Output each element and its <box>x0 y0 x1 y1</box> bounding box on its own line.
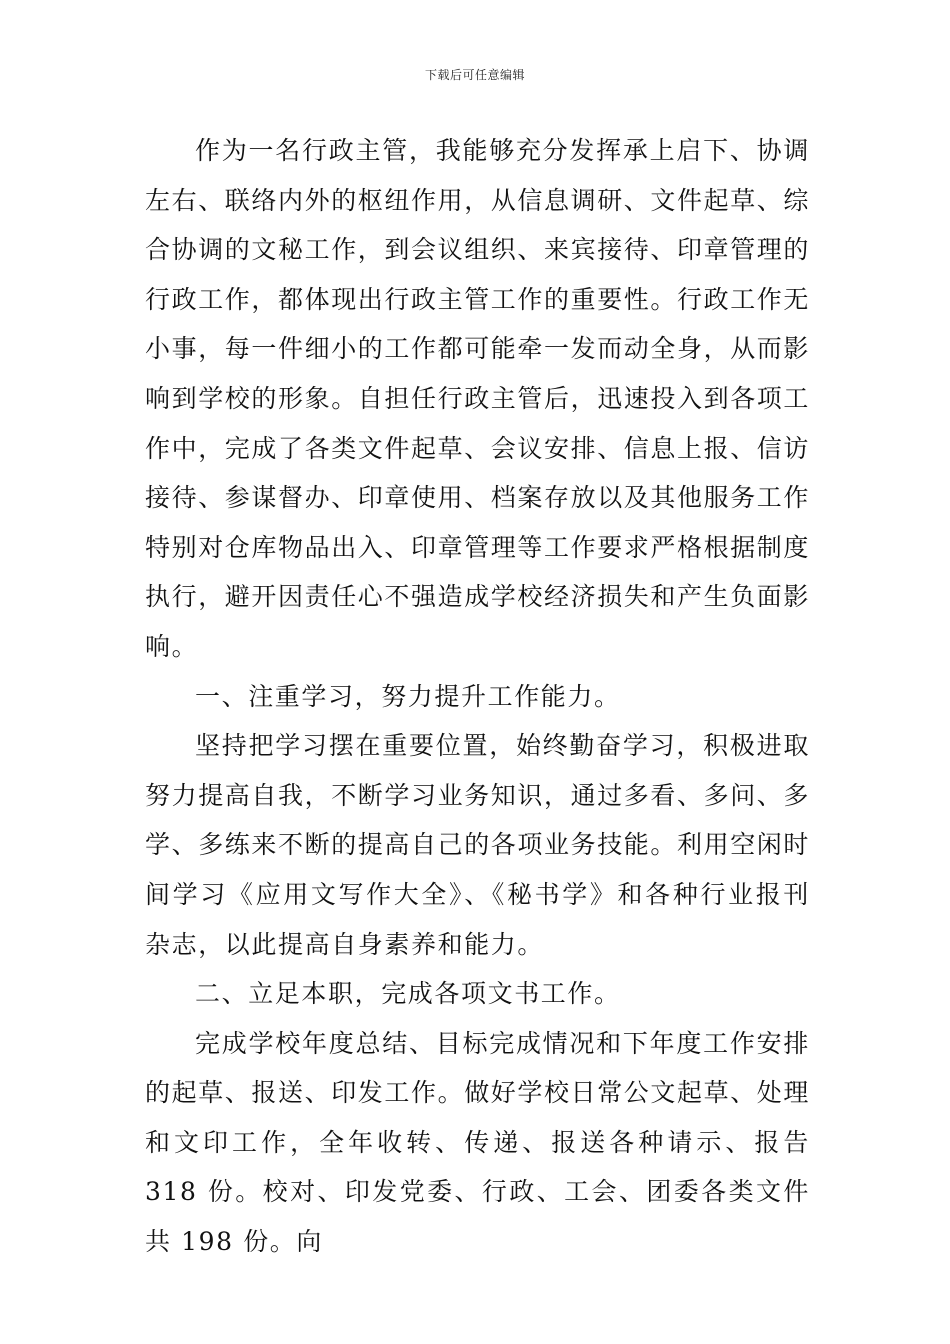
header-note: 下载后可任意编辑 <box>424 68 525 82</box>
paragraph-study: 坚持把学习摆在重要位置，始终勤奋学习，积极进取努力提高自我，不断学习业务知识，通过多看、多问、多学、多练来不断的提高自己的各项业务技能。利用空闲时间学习《应用文写作大全》、《秘书学》和各种行业报刊杂志，以此提高自身素养和能力。 <box>145 731 811 959</box>
paragraph-documents: 完成学校年度总结、目标完成情况和下年度工作安排的起草、报送、印发工作。做好学校日常公文起草、处理和文印工作，全年收转、传递、报送各种请示、报告 318 份。校对、印发党委、行政、工会、团委各类文件共 198 份。向 <box>145 1028 811 1257</box>
document-body <box>145 126 810 1267</box>
paragraph-intro: 作为一名行政主管，我能够充分发挥承上启下、协调左右、联络内外的枢纽作用，从信息调研、文件起草、综合协调的文秘工作，到会议组织、来宾接待、印章管理的行政工作，都体现出行政主管工作的重要性。行政工作无小事，每一件细小的工作都可能牵一发而动全身，从而影响到学校的形象。自担任行政主管后，迅速投入到各项工作中，完成了各类文件起草、会议安排、信息上报、信访接待、参谋督办、印章使用、档案存放以及其他服务工作特别对仓库物品出入、印章管理等工作要求严格根据制度执行，避开因责任心不强造成学校经济损失和产生负面影响。 <box>145 136 811 661</box>
section-heading-2: 二、立足本职，完成各项文书工作。 <box>195 979 621 1009</box>
section-heading-1: 一、注重学习，努力提升工作能力。 <box>195 681 621 711</box>
